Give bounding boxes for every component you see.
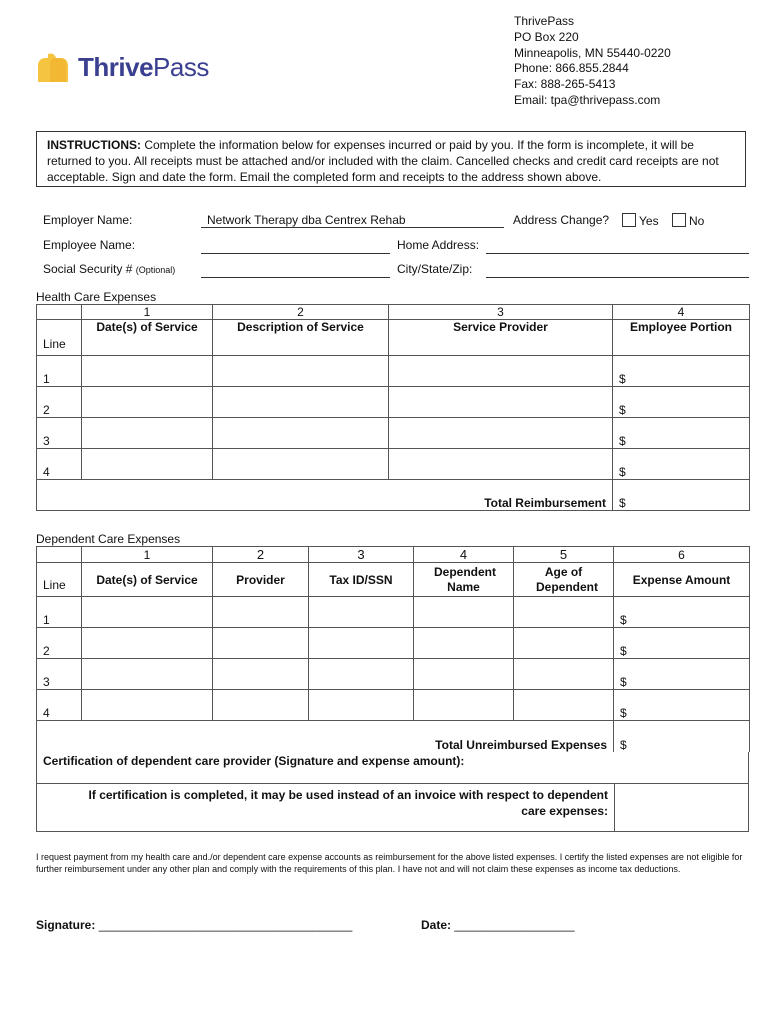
- dependent-date-cell[interactable]: [82, 690, 213, 721]
- health-care-table: [36, 304, 750, 511]
- dependent-total-label: Total Unreimbursed Expenses: [37, 721, 614, 752]
- dependent-amount-cell[interactable]: $: [614, 628, 750, 659]
- no-checkbox[interactable]: [672, 213, 686, 227]
- employee-name-label: Employee Name:: [43, 238, 136, 252]
- health-provider-cell[interactable]: [389, 356, 613, 387]
- dependent-name-cell[interactable]: [414, 597, 514, 628]
- date-label: Date:: [421, 918, 452, 932]
- ssn-field[interactable]: [201, 262, 390, 278]
- health-row: 2 $: [37, 387, 750, 418]
- home-address-field[interactable]: [486, 238, 749, 254]
- dependent-provider-cell[interactable]: [213, 628, 309, 659]
- health-description-cell[interactable]: [213, 387, 389, 418]
- health-row: 3 $: [37, 418, 750, 449]
- health-total-row: [37, 480, 750, 511]
- health-date-cell[interactable]: [82, 418, 213, 449]
- health-description-cell[interactable]: [213, 356, 389, 387]
- yes-checkbox[interactable]: [622, 213, 636, 227]
- certification-row[interactable]: [36, 752, 749, 784]
- employer-name-label: Employer Name:: [43, 213, 133, 227]
- dependent-taxid-cell[interactable]: [309, 690, 414, 721]
- instructions-text: Complete the information below for expenses incurred or paid by you. If the form is incomplete, it will be returned to you. All receipts must be attached and/or included with the claim. Cancelled checks and credit card receipts are not acceptable. Sign and date the form. Email the completed form and receipts to the address shown above.: [47, 138, 719, 184]
- dependent-header-amount: Expense Amount: [614, 563, 750, 597]
- dependent-taxid-cell[interactable]: [309, 597, 414, 628]
- health-portion-cell[interactable]: $: [613, 418, 750, 449]
- health-row: 1 $: [37, 356, 750, 387]
- instructions-label: INSTRUCTIONS:: [47, 138, 141, 152]
- signature-label: Signature:: [36, 918, 96, 932]
- dependent-amount-cell[interactable]: $: [614, 597, 750, 628]
- dependent-header-taxid: Tax ID/SSN: [309, 563, 414, 597]
- health-total-cell[interactable]: $: [613, 480, 750, 511]
- dependent-col-numbers: 1 2 3 4 5 6: [37, 547, 750, 563]
- dependent-total-cell[interactable]: $: [614, 721, 750, 752]
- dependent-age-cell[interactable]: [514, 628, 614, 659]
- logo-icon: [36, 52, 72, 84]
- certification-note: If certification is completed, it may be used instead of an invoice with respect to dependent care expenses:: [88, 788, 608, 818]
- city-state-zip-label: City/State/Zip:: [397, 262, 473, 276]
- health-description-cell[interactable]: [213, 418, 389, 449]
- po-box: PO Box 220: [514, 29, 579, 44]
- health-header-line: Line: [37, 320, 82, 356]
- health-date-cell[interactable]: [82, 387, 213, 418]
- ssn-optional: (Optional): [135, 265, 176, 275]
- dependent-date-cell[interactable]: [82, 597, 213, 628]
- dependent-provider-cell[interactable]: [213, 690, 309, 721]
- city-state: Minneapolis, MN 55440-0220: [514, 45, 671, 60]
- dependent-row: 4 $: [37, 690, 750, 721]
- employer-name-field[interactable]: Network Therapy dba Centrex Rehab: [201, 213, 504, 228]
- dependent-header-date: Date(s) of Service: [82, 563, 213, 597]
- thrivepass-logo: [36, 50, 226, 86]
- ssn-label: Social Security # (Optional): [43, 262, 176, 276]
- health-total-label: Total Reimbursement: [37, 480, 613, 511]
- logo-wordmark: ThrivePass: [78, 52, 209, 82]
- dependent-header-row: [37, 563, 750, 597]
- employee-name-field[interactable]: [201, 238, 390, 254]
- address-change-yes[interactable]: Yes: [622, 213, 659, 228]
- email: Email: tpa@thrivepass.com: [514, 92, 661, 107]
- health-header-description: Description of Service: [213, 320, 389, 356]
- dependent-provider-cell[interactable]: [213, 597, 309, 628]
- dependent-name-cell[interactable]: [414, 628, 514, 659]
- certification-label: Certification of dependent care provider (Signature and expense amount):: [43, 754, 465, 768]
- dependent-name-cell[interactable]: [414, 659, 514, 690]
- dependent-total-row: [37, 721, 750, 752]
- company-address: [514, 14, 671, 109]
- address-change-label: Address Change?: [513, 213, 610, 227]
- date-line[interactable]: Date: __________________: [421, 918, 575, 932]
- health-provider-cell[interactable]: [389, 387, 613, 418]
- dependent-date-cell[interactable]: [82, 659, 213, 690]
- dependent-amount-cell[interactable]: $: [614, 690, 750, 721]
- dependent-row: 3 $: [37, 659, 750, 690]
- health-header-date: Date(s) of Service: [82, 320, 213, 356]
- dependent-taxid-cell[interactable]: [309, 628, 414, 659]
- signature-line[interactable]: Signature: ______________________________________: [36, 918, 353, 932]
- dependent-age-cell[interactable]: [514, 659, 614, 690]
- health-col-numbers: 1 2 3 4: [37, 305, 750, 320]
- dependent-date-cell[interactable]: [82, 628, 213, 659]
- dependent-header-provider: Provider: [213, 563, 309, 597]
- health-portion-cell[interactable]: $: [613, 356, 750, 387]
- certification-note-row: [36, 784, 749, 832]
- dependent-header-age: Age of Dependent: [514, 563, 614, 597]
- dependent-name-cell[interactable]: [414, 690, 514, 721]
- health-description-cell[interactable]: [213, 449, 389, 480]
- dependent-header-name: Dependent Name: [414, 563, 514, 597]
- health-header-row: [37, 320, 750, 356]
- health-care-title: Health Care Expenses: [36, 290, 157, 304]
- health-date-cell[interactable]: [82, 356, 213, 387]
- health-portion-cell[interactable]: $: [613, 387, 750, 418]
- dependent-row: 2 $: [37, 628, 750, 659]
- company-name: ThrivePass: [514, 14, 575, 28]
- dependent-age-cell[interactable]: [514, 690, 614, 721]
- fax: Fax: 888-265-5413: [514, 77, 616, 92]
- health-row: 4 $: [37, 449, 750, 480]
- health-header-provider: Service Provider: [389, 320, 613, 356]
- city-state-zip-field[interactable]: [486, 262, 749, 278]
- home-address-label: Home Address:: [397, 238, 480, 252]
- dependent-age-cell[interactable]: [514, 597, 614, 628]
- health-date-cell[interactable]: [82, 449, 213, 480]
- dependent-provider-cell[interactable]: [213, 659, 309, 690]
- dependent-care-title: Dependent Care Expenses: [36, 532, 181, 546]
- health-header-portion: Employee Portion: [613, 320, 750, 356]
- instructions-box: [36, 131, 746, 187]
- phone: Phone: 866.855.2844: [514, 61, 629, 76]
- health-provider-cell[interactable]: [389, 418, 613, 449]
- address-change-no[interactable]: No: [672, 213, 704, 228]
- dependent-row: 1 $: [37, 597, 750, 628]
- health-portion-cell[interactable]: $: [613, 449, 750, 480]
- disclaimer-text: I request payment from my health care and./or dependent care expense accounts as reimbursement for the above listed expenses. I certify the listed expenses are not eligible for further reimbursement under any other plan and comply with the requirements of this plan. I have not and will not claim these expenses as income tax deductions.: [36, 852, 743, 874]
- certification-amount-cell[interactable]: [614, 784, 750, 831]
- dependent-amount-cell[interactable]: $: [614, 659, 750, 690]
- dependent-taxid-cell[interactable]: [309, 659, 414, 690]
- dependent-care-table: [36, 546, 750, 752]
- dependent-header-line: Line: [37, 563, 82, 597]
- health-provider-cell[interactable]: [389, 449, 613, 480]
